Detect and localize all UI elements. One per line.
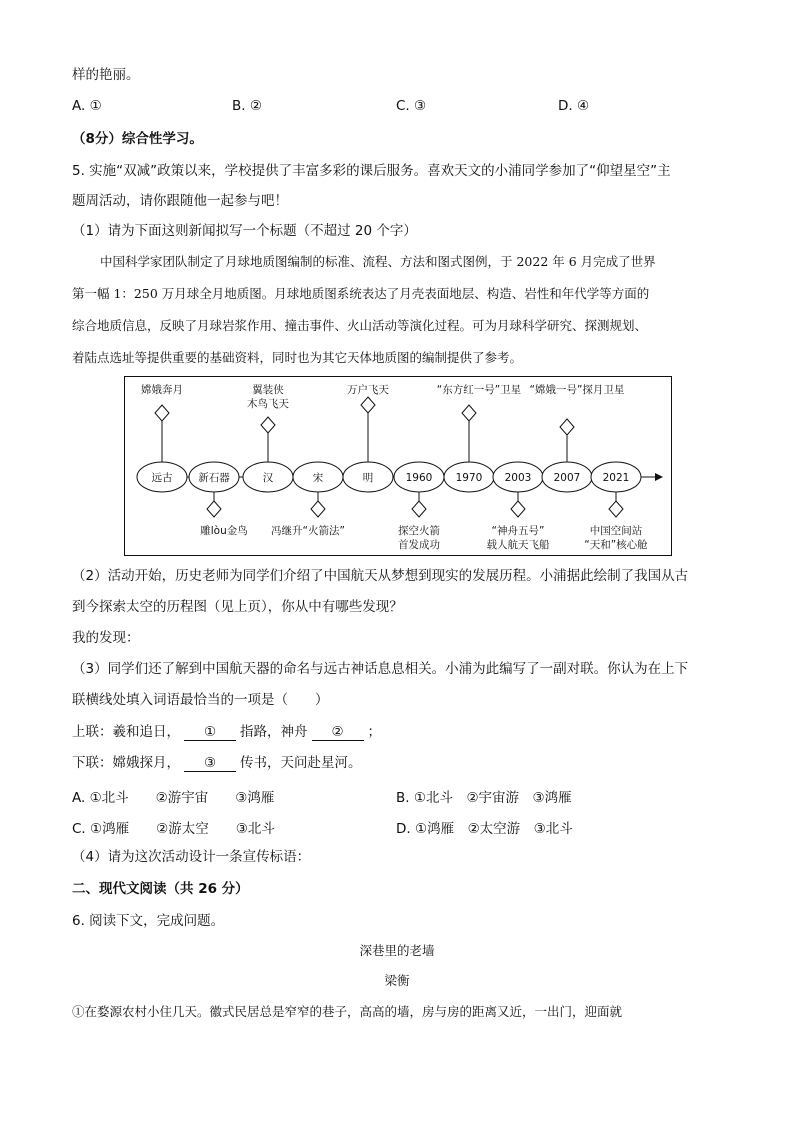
- timeline-node-label: 宋: [312, 472, 324, 484]
- couplet-lower-post: 传书，天问赴星河。: [240, 755, 362, 771]
- timeline-arrow: [655, 473, 663, 481]
- timeline-diamond-above: [462, 405, 476, 421]
- q5-part2-line2: 到今探索太空的历程图（见上页），你从中有哪些发现？: [72, 599, 403, 615]
- q5-stem-line2: 题周活动，请你跟随他一起参与吧！: [72, 193, 288, 209]
- timeline-diamond-below: [511, 501, 525, 517]
- q4-option-a: A. ①: [72, 98, 102, 114]
- timeline-node-label: 明: [362, 472, 374, 484]
- news-line3: 综合地质信息，反映了月球岩浆作用、撞击事件、火山活动等演化过程。可为月球科学研究、探测规划、: [72, 318, 648, 333]
- timeline-event-below: 载人航天飞船: [486, 539, 550, 551]
- timeline-node-label: 1970: [455, 472, 483, 484]
- article-paragraph-1: ①在婺源农村小住几天。徽式民居总是窄窄的巷子，高高的墙，房与房的距离又近，一出门，迎面就: [72, 1004, 623, 1019]
- q5-3-option-c: C. ①鸿雁 ②游太空 ③北斗: [72, 821, 275, 837]
- timeline-event-below: “天和”核心舱: [584, 539, 648, 551]
- timeline-event-below: 首发成功: [398, 539, 440, 551]
- timeline-svg: [125, 377, 673, 557]
- q5-3-option-b: B. ①北斗 ②宇宙游 ③鸿雁: [396, 790, 572, 806]
- news-line2: 第一幅 1：250 万月球全月地质图。月球地质图系统表达了月壳表面地层、构造、岩性和年代学等方面的: [72, 286, 650, 301]
- section-reading: 二、现代文阅读（共 26 分）: [72, 881, 249, 897]
- space-exploration-timeline: [124, 376, 672, 556]
- timeline-node-label: 2007: [553, 472, 581, 484]
- timeline-event-above: “东方红一号”卫星: [436, 384, 522, 396]
- section-comprehensive: （8分）综合性学习。: [72, 131, 203, 147]
- timeline-event-above: 木鸟飞天: [247, 398, 289, 410]
- couplet-blank-2[interactable]: ②: [312, 724, 364, 741]
- couplet-upper-pre: 上联：羲和追日，: [72, 724, 180, 740]
- timeline-event-above: 万户飞天: [347, 384, 389, 396]
- news-line4: 着陆点选址等提供重要的基础资料，同时也为其它天体地质图的编制提供了参考。: [72, 350, 523, 365]
- couplet-upper-post: ；: [367, 724, 381, 740]
- q4-option-d: D. ④: [558, 98, 590, 114]
- couplet-lower: [72, 752, 724, 774]
- timeline-event-below: “神舟五号”: [491, 525, 545, 537]
- couplet-blank-3[interactable]: ③: [184, 755, 236, 772]
- q4-option-c: C. ③: [396, 98, 427, 114]
- timeline-diamond-below: [609, 501, 623, 517]
- timeline-event-above: 嫦娥奔月: [141, 384, 183, 396]
- timeline-node-label: 新石器: [198, 472, 230, 484]
- q5-part2-line1: （2）活动开始，历史老师为同学们介绍了中国航天从梦想到现实的发展历程。小浦据此绘制了我国从古: [72, 568, 689, 584]
- couplet-upper-mid: 指路，神舟: [240, 724, 308, 740]
- timeline-diamond-above: [361, 397, 375, 413]
- timeline-diamond-below: [207, 501, 221, 517]
- timeline-node-label: 远古: [151, 472, 173, 484]
- article-title: 深巷里的老墙: [359, 943, 435, 958]
- timeline-event-below: 探空火箭: [398, 525, 440, 537]
- q5-3-option-a: A. ①北斗 ②游宇宙 ③鸿雁: [72, 790, 275, 806]
- timeline-diamond-above: [261, 417, 275, 433]
- timeline-event-below: 冯继升“火箭法”: [271, 525, 345, 537]
- q5-part4: （4）请为这次活动设计一条宣传标语：: [72, 849, 311, 865]
- article-author: 梁衡: [384, 973, 410, 988]
- timeline-diamond-above: [155, 405, 169, 421]
- timeline-node-label: 2021: [602, 472, 630, 484]
- timeline-node-label: 1960: [405, 472, 433, 484]
- timeline-diamond-below: [311, 501, 325, 517]
- timeline-event-below: 雕lòu金鸟: [200, 525, 248, 537]
- timeline-event-above: “嫦娥一号”探月卫星: [529, 384, 625, 396]
- couplet-lower-pre: 下联：嫦娥探月，: [72, 755, 180, 771]
- timeline-diamond-below: [412, 501, 426, 517]
- news-line1: 中国科学家团队制定了月球地质图编制的标准、流程、方法和图式图例，于 2022 年 6 月完成了世界: [100, 254, 656, 269]
- timeline-diamond-above: [560, 419, 574, 435]
- q4-option-b: B. ②: [232, 98, 262, 114]
- q5-part3-line2: 联横线处填入词语最恰当的一项是（ ）: [72, 692, 329, 708]
- couplet-blank-1[interactable]: ①: [184, 724, 236, 741]
- q5-part3-line1: （3）同学们还了解到中国航天器的命名与远古神话息息相关。小浦为此编写了一副对联。你认为在上下: [72, 661, 689, 677]
- couplet-upper: [72, 721, 724, 743]
- my-finding-label: 我的发现：: [72, 630, 140, 646]
- timeline-event-below: 中国空间站: [589, 525, 643, 537]
- q5-part1: （1）请为下面这则新闻拟写一个标题（不超过 20 个字）: [72, 223, 417, 239]
- timeline-event-above: 翼装侠: [252, 384, 284, 396]
- intro-tail: 样的艳丽。: [72, 67, 140, 83]
- q5-stem-line1: 5. 实施“双减”政策以来，学校提供了丰富多彩的课后服务。喜欢天文的小浦同学参加了“仰望星空”主: [72, 163, 671, 179]
- q5-3-option-d: D. ①鸿雁 ②太空游 ③北斗: [396, 821, 573, 837]
- timeline-node-label: 汉: [262, 472, 274, 484]
- q6-stem: 6. 阅读下文，完成问题。: [72, 913, 225, 929]
- timeline-node-label: 2003: [504, 472, 532, 484]
